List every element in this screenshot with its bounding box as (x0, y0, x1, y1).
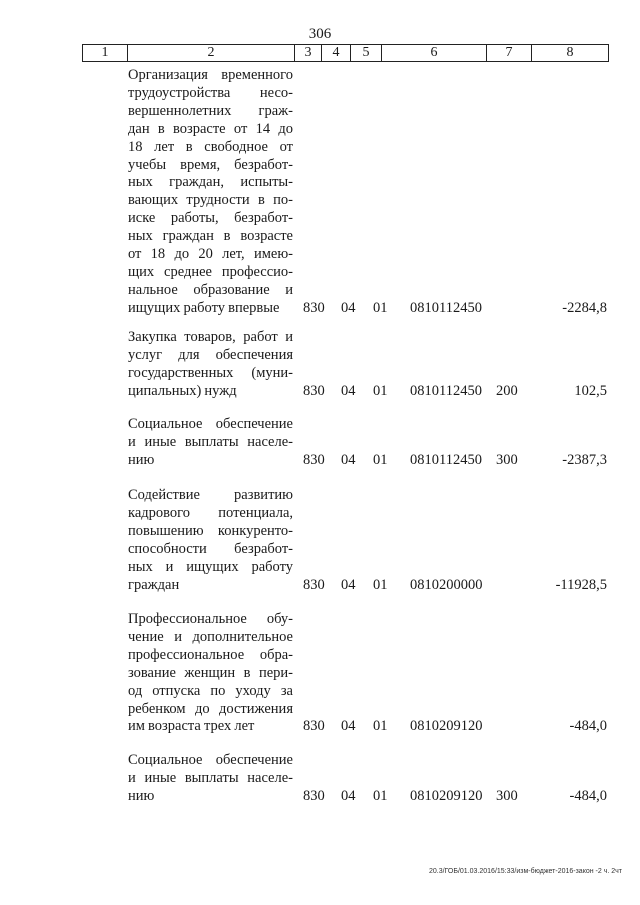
cell-subsection: 01 (373, 787, 388, 804)
description-line: Закупка товаров, работ и (128, 329, 293, 345)
cell-ministry: 830 (303, 787, 325, 804)
description-line: 18 лет в свободное от (128, 138, 293, 155)
description-line: ищущих работу впервые (128, 299, 280, 316)
description-line: учебы время, безработ- (128, 156, 293, 173)
description-line: Профессиональное обу- (128, 611, 293, 627)
row-description (128, 611, 293, 736)
header-col-6: 6 (382, 45, 487, 62)
cell-amount: -11928,5 (555, 576, 607, 593)
description-line: нию (128, 787, 155, 804)
page-number: 306 (308, 26, 332, 42)
cell-target-code: 0810112450 (410, 299, 482, 316)
column-number-header (82, 44, 609, 62)
description-line: им возраста трех лет (128, 718, 255, 735)
description-line: вершеннолетних граж- (128, 102, 293, 119)
description-line: ных граждан, испыты- (128, 174, 293, 191)
cell-subsection: 01 (373, 451, 388, 468)
description-line: щих среднее профессио- (128, 263, 293, 280)
cell-expense-type: 300 (496, 787, 518, 804)
description-line: вающих трудности в по- (128, 192, 293, 209)
cell-amount: -2387,3 (562, 451, 607, 468)
description-line: ных и ищущих работу (128, 558, 293, 575)
cell-section: 04 (341, 382, 356, 399)
cell-target-code: 0810112450 (410, 382, 482, 399)
description-line: Организация временного (128, 67, 293, 83)
description-line: дан в возрасте от 14 до (128, 120, 293, 137)
cell-subsection: 01 (373, 718, 388, 735)
description-line: и иные выплаты населе- (128, 769, 293, 786)
cell-section: 04 (341, 299, 356, 316)
row-description (128, 487, 293, 594)
cell-subsection: 01 (373, 576, 388, 593)
description-line: чение и дополнительное (128, 628, 293, 645)
cell-expense-type: 300 (496, 451, 518, 468)
header-col-8: 8 (532, 45, 609, 62)
header-col-3: 3 (295, 45, 322, 62)
description-line: кадрового потенциала, (128, 504, 293, 521)
cell-section: 04 (341, 576, 356, 593)
cell-ministry: 830 (303, 299, 325, 316)
row-description (128, 67, 293, 318)
row-description (128, 416, 293, 470)
document-footer-stamp: 20.3/ГОБ/01.03.2016/15:33/изм-бюджет-2016-закон -2 ч. 2чт (428, 868, 622, 875)
cell-subsection: 01 (373, 382, 388, 399)
description-line: Социальное обеспечение (128, 752, 293, 768)
cell-target-code: 0810200000 (410, 576, 483, 593)
description-line: иске работы, безработ- (128, 210, 293, 227)
description-line: способности безработ- (128, 540, 293, 557)
cell-section: 04 (341, 451, 356, 468)
row-description (128, 329, 293, 401)
description-line: граждан (128, 576, 180, 593)
description-line: нальное образование и (128, 281, 293, 298)
header-col-4: 4 (322, 45, 351, 62)
cell-ministry: 830 (303, 382, 325, 399)
cell-ministry: 830 (303, 451, 325, 468)
header-col-1: 1 (83, 45, 128, 62)
cell-expense-type: 200 (496, 382, 518, 399)
cell-subsection: 01 (373, 299, 388, 316)
cell-amount: -484,0 (569, 718, 607, 735)
description-line: Содействие развитию (128, 487, 293, 503)
description-line: ципальных) нужд (128, 382, 237, 399)
description-line: нию (128, 451, 155, 468)
cell-section: 04 (341, 787, 356, 804)
description-line: зование женщин в пери- (128, 664, 293, 681)
cell-target-code: 0810209120 (410, 718, 483, 735)
description-line: ребенком до достижения (128, 700, 293, 717)
header-col-7: 7 (487, 45, 532, 62)
description-line: и иные выплаты населе- (128, 433, 293, 450)
description-line: од отпуска по уходу за (128, 682, 293, 699)
description-line: государственных (муни- (128, 364, 293, 381)
description-line: ных граждан в возрасте (128, 228, 293, 245)
description-line: трудоустройства несо- (128, 84, 293, 101)
cell-section: 04 (341, 718, 356, 735)
cell-target-code: 0810112450 (410, 451, 482, 468)
description-line: от 18 до 20 лет, имею- (128, 246, 293, 263)
description-line: Социальное обеспечение (128, 416, 293, 432)
header-col-2: 2 (128, 45, 295, 62)
header-col-5: 5 (351, 45, 382, 62)
description-line: повышению конкуренто- (128, 522, 293, 539)
description-line: услуг для обеспечения (128, 346, 293, 363)
row-description (128, 752, 293, 806)
cell-amount: -484,0 (569, 787, 607, 804)
cell-amount: -2284,8 (562, 299, 607, 316)
description-line: профессиональное обра- (128, 646, 293, 663)
cell-ministry: 830 (303, 576, 325, 593)
cell-ministry: 830 (303, 718, 325, 735)
cell-amount: 102,5 (574, 382, 607, 399)
cell-target-code: 0810209120 (410, 787, 483, 804)
